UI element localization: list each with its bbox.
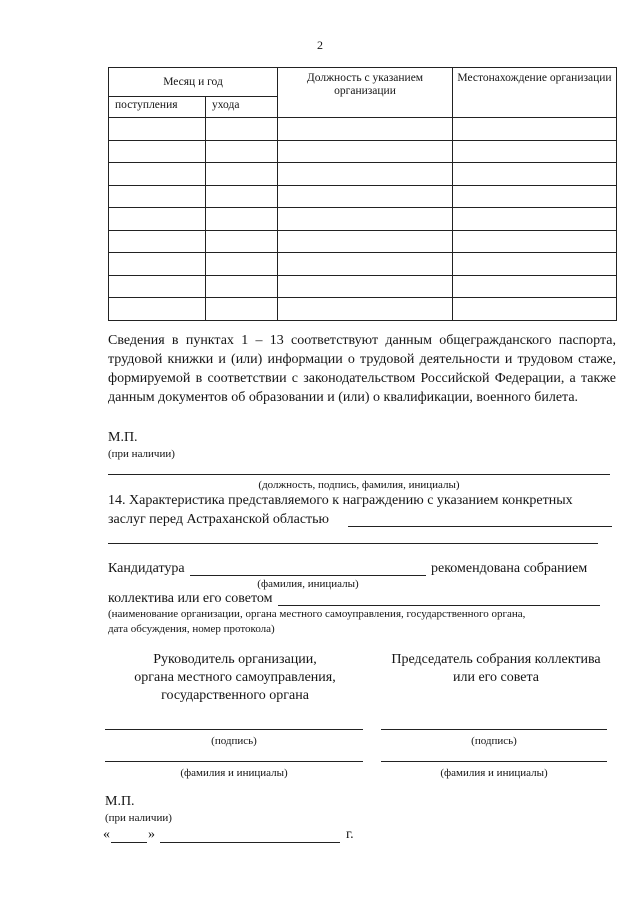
org-caption-2: дата обсуждения, номер протокола) xyxy=(108,623,275,635)
table-row xyxy=(109,298,617,321)
right-name-caption: (фамилия и инициалы) xyxy=(440,767,548,779)
location-cell[interactable] xyxy=(453,163,617,186)
position-cell[interactable] xyxy=(278,275,453,298)
exit-cell[interactable] xyxy=(206,118,278,141)
table-row xyxy=(109,275,617,298)
exit-cell[interactable] xyxy=(206,230,278,253)
collective-line[interactable] xyxy=(278,605,600,606)
exit-cell[interactable] xyxy=(206,163,278,186)
position-cell[interactable] xyxy=(278,253,453,276)
candidate-name-caption: (фамилия, инициалы) xyxy=(257,578,359,590)
left-signer-title-1: Руководитель организации, xyxy=(153,652,317,667)
entry-cell[interactable] xyxy=(109,163,206,186)
item14-line1: 14. Характеристика представляемого к награждению с указанием конкретных xyxy=(108,493,573,508)
header-month-year: Месяц и год xyxy=(109,68,278,97)
position-cell[interactable] xyxy=(278,230,453,253)
exit-cell[interactable] xyxy=(206,208,278,231)
right-signer-title-2: или его совета xyxy=(452,670,540,685)
right-signature-caption: (подпись) xyxy=(471,735,517,747)
location-cell[interactable] xyxy=(453,208,617,231)
entry-cell[interactable] xyxy=(109,275,206,298)
right-signature-line[interactable] xyxy=(381,729,607,730)
stamp2-if-any-label: (при наличии) xyxy=(105,812,172,824)
statement-paragraph: Сведения в пунктах 1 – 13 соответствуют данным общегражданского паспорта, трудовой книжки и (или) информации о трудовой деятельности и трудовом стаже, формируемой в соответствии с законодательством Российской Федерации, а также данным документов об образовании и (или) о квалификации, военного билета. xyxy=(108,333,616,405)
date-month-year-line[interactable] xyxy=(160,842,340,843)
header-exit: ухода xyxy=(206,97,278,118)
position-signature-caption: (должность, подпись, фамилия, инициалы) xyxy=(258,479,460,491)
location-cell[interactable] xyxy=(453,298,617,321)
recommended-label: рекомендована собранием xyxy=(431,561,588,576)
entry-cell[interactable] xyxy=(109,253,206,276)
right-signer-title-1: Председатель собрания коллектива xyxy=(391,652,601,667)
page-number: 2 xyxy=(317,38,323,52)
collective-label: коллектива или его советом xyxy=(108,591,273,606)
header-position: Должность с указанием организации xyxy=(278,68,453,118)
entry-cell[interactable] xyxy=(109,118,206,141)
date-close-quote: » xyxy=(148,827,155,842)
table-row xyxy=(109,208,617,231)
location-cell[interactable] xyxy=(453,185,617,208)
table-row xyxy=(109,118,617,141)
header-location: Местонахождение организации xyxy=(453,68,617,118)
position-cell[interactable] xyxy=(278,185,453,208)
stamp2-mp-label: М.П. xyxy=(105,794,135,809)
position-cell[interactable] xyxy=(278,163,453,186)
left-signer-title-2: органа местного самоуправления, xyxy=(134,670,336,685)
location-cell[interactable] xyxy=(453,253,617,276)
left-signature-line[interactable] xyxy=(105,729,363,730)
position-signature-line[interactable] xyxy=(108,474,610,475)
entry-cell[interactable] xyxy=(109,185,206,208)
location-cell[interactable] xyxy=(453,118,617,141)
exit-cell[interactable] xyxy=(206,140,278,163)
table-row xyxy=(109,230,617,253)
exit-cell[interactable] xyxy=(206,275,278,298)
candidacy-label: Кандидатура xyxy=(108,561,185,576)
exit-cell[interactable] xyxy=(206,185,278,208)
merits-input-line-2[interactable] xyxy=(108,543,598,544)
table-row xyxy=(109,185,617,208)
position-cell[interactable] xyxy=(278,140,453,163)
header-entry: поступления xyxy=(109,97,206,118)
org-caption-1: (наименование организации, органа местного самоуправления, государственного органа, xyxy=(108,608,526,620)
table-row xyxy=(109,253,617,276)
table-row xyxy=(109,163,617,186)
right-name-line[interactable] xyxy=(381,761,607,762)
merits-input-line-1[interactable] xyxy=(348,526,612,527)
left-signature-caption: (подпись) xyxy=(211,735,257,747)
date-open-quote: « xyxy=(103,827,110,842)
date-year-suffix: г. xyxy=(346,827,354,842)
stamp-mp-label: М.П. xyxy=(108,430,138,445)
employment-table xyxy=(108,67,617,321)
table-row xyxy=(109,140,617,163)
entry-cell[interactable] xyxy=(109,140,206,163)
location-cell[interactable] xyxy=(453,230,617,253)
stamp-if-any-label: (при наличии) xyxy=(108,448,175,460)
entry-cell[interactable] xyxy=(109,230,206,253)
position-cell[interactable] xyxy=(278,118,453,141)
location-cell[interactable] xyxy=(453,140,617,163)
date-day-line[interactable] xyxy=(111,842,147,843)
position-cell[interactable] xyxy=(278,208,453,231)
left-name-caption: (фамилия и инициалы) xyxy=(180,767,288,779)
position-cell[interactable] xyxy=(278,298,453,321)
item14-line2: заслуг перед Астраханской областью xyxy=(108,512,329,527)
candidate-name-line[interactable] xyxy=(190,575,426,576)
exit-cell[interactable] xyxy=(206,253,278,276)
exit-cell[interactable] xyxy=(206,298,278,321)
location-cell[interactable] xyxy=(453,275,617,298)
entry-cell[interactable] xyxy=(109,208,206,231)
left-signer-title-3: государственного органа xyxy=(161,688,309,703)
left-name-line[interactable] xyxy=(105,761,363,762)
entry-cell[interactable] xyxy=(109,298,206,321)
